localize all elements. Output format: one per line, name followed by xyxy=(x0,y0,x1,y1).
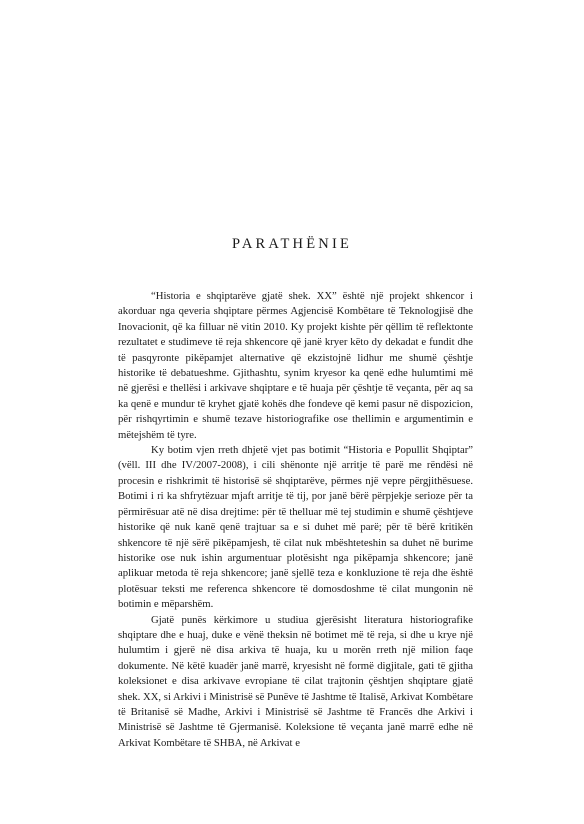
paragraph: Gjatë punës kërkimore u studiua gjerësisht literatura historiografike shqiptare dhe e huaj, duke e vënë theksin në botimet më të reja, si dhe u krye një hulumtim i gjerë në disa arkiva të huaja, ku u morën rreth një milion faqe dokumente. Në këtë kuadër janë marrë, kryesisht në formë digjitale, gati të gjitha koleksionet e disa arkivave evropiane të cilat trajtonin çështjen shqiptare gjatë shek. XX, si Arkivi i Ministrisë së Punëve të Jashtme të Italisë, Arkivat Kombëtare të Britanisë së Madhe, Arkivi i Ministrisë së Jashtme të Francës dhe Arkivi i Ministrisë së Jashtme të Gjermanisë. Koleksione të veçanta janë marrë edhe në Arkivat Kombëtare të SHBA, në Arkivat e xyxy=(118,613,473,749)
paragraph: “Historia e shqiptarëve gjatë shek. XX” është një projekt shkencor i akorduar nga qeveria shqiptare përmes Agjencisë Kombëtare të Teknologjisë dhe Inovacionit, që ka filluar në vitin 2010. Ky projekt kishte për qëllim të reflektonte rezultatet e studimeve të reja shkencore që janë kryer këto dy dekadat e fundit dhe të pasqyronte pikëpamjet alternative që ekzistojnë lidhur me shumë çështje historike të debatueshme. Gjithashtu, synim kryesor ka qenë edhe hulumtimi më në gjerësi e thellësi i arkivave shqiptare e të huaja për çështje të veçanta, për aq sa ka qenë e mundur të kryhet gjatë kohës dhe fondeve që kemi pasur në dispozicion, për rishqyrtimin e shumë tezave historiografike ose thellimin e argumentimin e mëtejshëm të tyre. xyxy=(118,290,473,441)
page-title: PARATHËNIE xyxy=(231,236,353,252)
paragraph: Ky botim vjen rreth dhjetë vjet pas botimit “Historia e Popullit Shqiptar” (vëll. III dhe IV/2007-2008), i cili shënonte një arritje të parë me rëndësi në procesin e rishkrimit të historisë së shqiptarëve, përmes një vepre përgjithësuese. Botimi i ri ka shfrytëzuar mjaft arritje të tij, por janë bërë përpjekje serioze për ta përmirësuar atë në disa drejtime: për të thelluar më tej studimin e shumë çështjeve historike që nuk kanë qenë trajtuar sa e si duhet më parë; për të bërë kritikën shkencore të një sërë pikëpamjesh, të cilat nuk mbështeteshin sa duhet në burime historike ose nuk ishin argumentuar plotësisht nga pikëpamja shkencore; janë aplikuar metoda të reja shkencore; janë sjellë teza e konkluzione të reja dhe është plotësuar teksti me referenca shkencore të domosdoshme të cilat mungonin në botimin e mëparshëm. xyxy=(118,444,473,611)
body-text xyxy=(118,289,473,751)
